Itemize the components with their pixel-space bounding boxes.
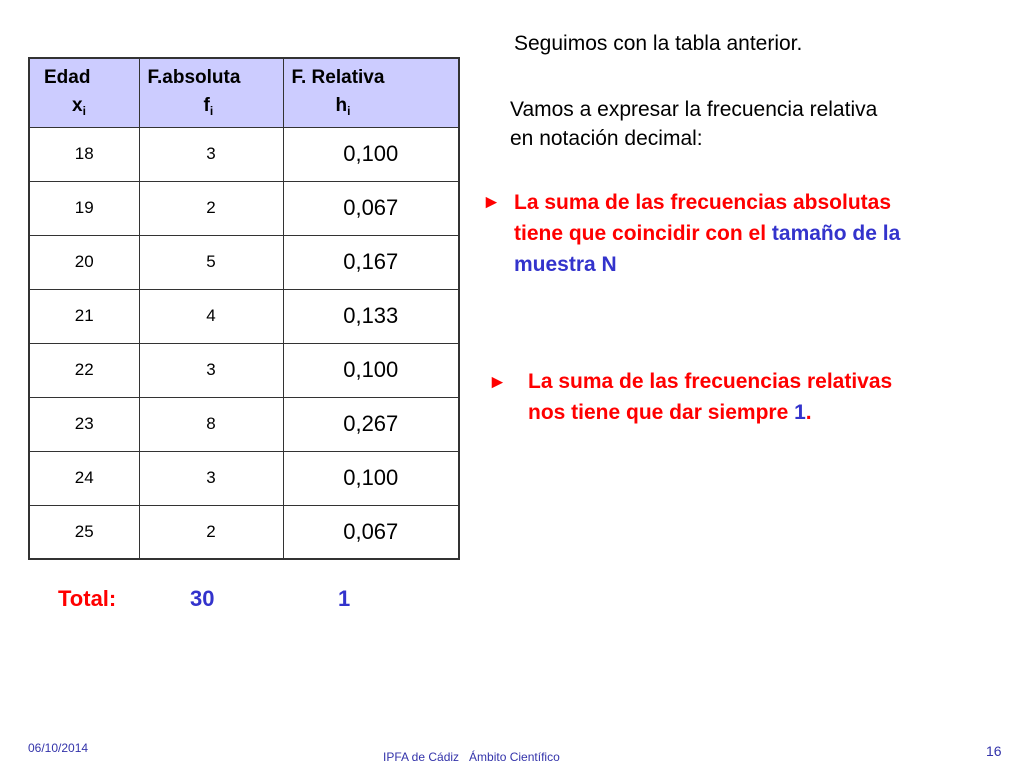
cell-f: 2 — [139, 181, 283, 235]
bullet-2-line-1: La suma de las frecuencias relativas — [528, 370, 893, 393]
cell-x: 21 — [29, 289, 139, 343]
table-row — [29, 127, 459, 181]
table-header-row — [29, 58, 459, 127]
cell-x: 22 — [29, 343, 139, 397]
explanation-line-1: Vamos a expresar la frecuencia relativa — [510, 98, 878, 121]
table-row — [29, 289, 459, 343]
footer-center: IPFA de Cádiz Ámbito Científico — [383, 750, 560, 764]
bullet-1-line-3: muestra N — [514, 253, 617, 276]
header-frelativa-title: F. Relativa — [291, 67, 385, 88]
cell-f: 5 — [139, 235, 283, 289]
total-absolute: 30 — [190, 586, 215, 611]
bullet-2-text — [528, 366, 892, 428]
intro-text: Seguimos con la tabla anterior. — [514, 32, 803, 55]
total-relative: 1 — [338, 586, 351, 611]
header-edad — [29, 58, 139, 127]
total-label: Total: — [58, 586, 117, 611]
bullet-1-line-2: tiene que coincidir con el tamaño de la — [514, 222, 901, 245]
header-edad-title: Edad — [44, 67, 91, 88]
cell-f: 3 — [139, 127, 283, 181]
bullet-arrow-icon: ► — [488, 372, 507, 393]
bullet-1-text — [514, 187, 900, 280]
cell-x: 24 — [29, 451, 139, 505]
table-row — [29, 235, 459, 289]
table-row — [29, 451, 459, 505]
bullet-1-highlight-1: tamaño de la — [771, 222, 901, 245]
cell-h: 0,167 — [283, 235, 459, 289]
header-fabsoluta-title: F.absoluta — [147, 67, 241, 88]
cell-f: 3 — [139, 451, 283, 505]
cell-x: 18 — [29, 127, 139, 181]
cell-h: 0,133 — [283, 289, 459, 343]
explanation-line-2: en notación decimal: — [510, 127, 703, 150]
bullet-1-line-1: La suma de las frecuencias absolutas — [514, 191, 891, 214]
frequency-table — [28, 57, 460, 560]
cell-x: 20 — [29, 235, 139, 289]
table-row — [29, 343, 459, 397]
cell-h: 0,100 — [283, 343, 459, 397]
cell-x: 19 — [29, 181, 139, 235]
footer-date: 06/10/2014 — [28, 741, 89, 755]
cell-f: 3 — [139, 343, 283, 397]
header-frelativa — [283, 58, 459, 127]
bullet-2-highlight: 1 — [794, 401, 806, 424]
table-row — [29, 181, 459, 235]
cell-f: 4 — [139, 289, 283, 343]
table-row — [29, 505, 459, 559]
footer-page-number: 16 — [986, 743, 1002, 759]
cell-h: 0,067 — [283, 505, 459, 559]
cell-h: 0,100 — [283, 451, 459, 505]
cell-x: 25 — [29, 505, 139, 559]
header-frelativa-symbol: $h_i$ — [335, 95, 351, 118]
table-row — [29, 397, 459, 451]
cell-f: 8 — [139, 397, 283, 451]
header-fabsoluta-symbol: $f_i$ — [203, 95, 214, 118]
header-fabsoluta — [139, 58, 283, 127]
cell-f: 2 — [139, 505, 283, 559]
cell-h: 0,267 — [283, 397, 459, 451]
cell-h: 0,100 — [283, 127, 459, 181]
bullet-arrow-icon: ► — [482, 192, 501, 213]
cell-h: 0,067 — [283, 181, 459, 235]
bullet-2-line-2: nos tiene que dar siempre 1. — [528, 401, 812, 424]
header-edad-symbol: $x_i$ — [72, 95, 86, 118]
cell-x: 23 — [29, 397, 139, 451]
